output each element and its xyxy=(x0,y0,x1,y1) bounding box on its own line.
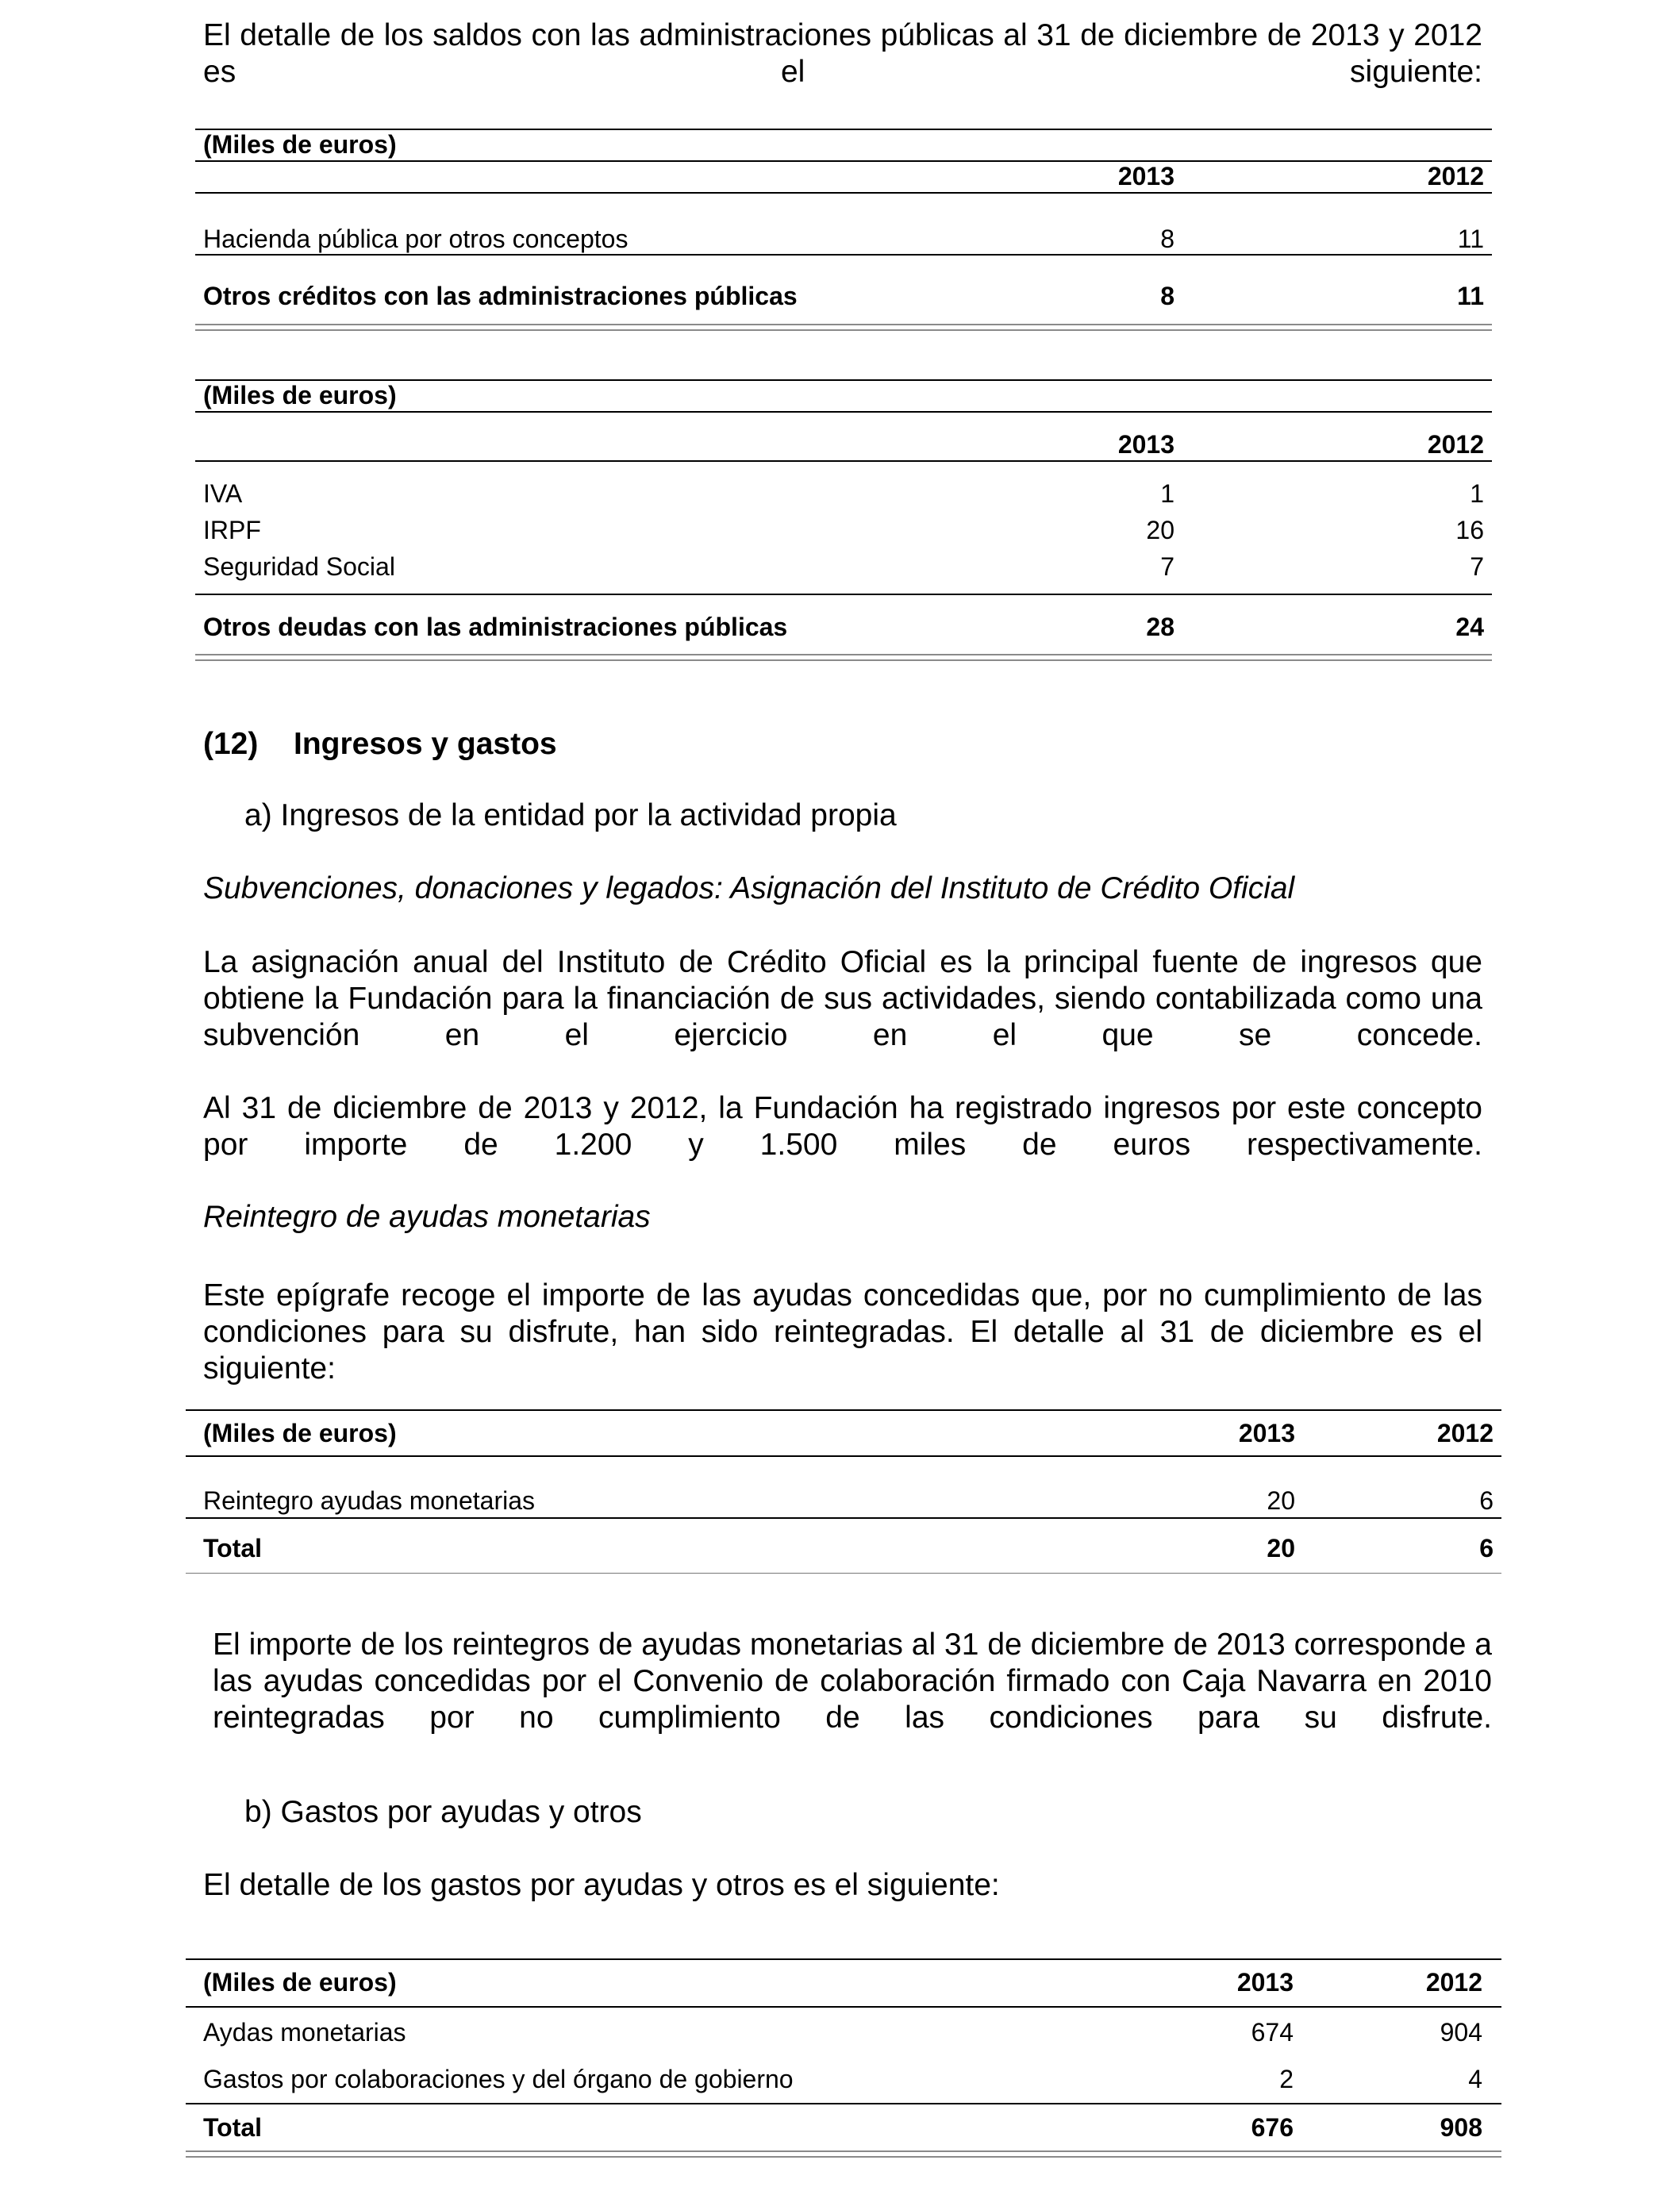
row-label: IVA xyxy=(203,479,243,508)
paragraph-asignacion: La asignación anual del Instituto de Crédito Oficial es la principal fuente de ingresos que obtiene la Fundación para la financiación de sus actividades, siendo contabilizada como una subvención en el ejercicio en el que se concede. xyxy=(203,945,1482,1052)
row-value-2012: 4 xyxy=(1468,2065,1482,2093)
table-double-rule xyxy=(195,654,1492,661)
total-value-2012: 6 xyxy=(1479,1534,1494,1562)
row-value-2012: 7 xyxy=(1470,552,1484,581)
total-value-2012: 11 xyxy=(1457,282,1484,310)
table-rule xyxy=(186,1573,1501,1574)
column-header-2013: 2013 xyxy=(1236,1968,1294,1997)
table-rule xyxy=(186,1409,1501,1411)
table-rule xyxy=(195,594,1492,595)
row-value-2012: 6 xyxy=(1479,1486,1494,1515)
table-rule xyxy=(186,1958,1501,1960)
table-unit-label: (Miles de euros) xyxy=(203,381,397,409)
row-label: Hacienda pública por otros conceptos xyxy=(203,225,629,253)
table-rule xyxy=(195,411,1492,413)
row-label: IRPF xyxy=(203,516,261,544)
row-label: Aydas monetarias xyxy=(203,2018,406,2047)
column-header-2012: 2012 xyxy=(1427,430,1484,459)
total-label: Total xyxy=(203,2113,263,2142)
column-header-2013: 2013 xyxy=(1238,1419,1295,1447)
subsection-b-title: b) Gastos por ayudas y otros xyxy=(244,1795,642,1829)
total-value-2013: 20 xyxy=(1267,1534,1295,1562)
row-value-2013: 20 xyxy=(1146,516,1174,544)
italic-heading-subvenciones: Subvenciones, donaciones y legados: Asignación del Instituto de Crédito Oficial xyxy=(203,871,1295,905)
row-value-2013: 2 xyxy=(1279,2065,1294,2093)
table-rule xyxy=(186,1517,1501,1519)
paragraph-epigrafe: Este epígrafe recoge el importe de las ayudas concedidas que, por no cumplimiento de las condiciones para su disfrute, han sido reintegradas. El detalle al 31 de diciembre es el siguiente: xyxy=(203,1278,1482,1386)
table-rule xyxy=(195,460,1492,462)
intro-paragraph: El detalle de los saldos con las administraciones públicas al 31 de diciembre de 2013 y 2012 es el siguiente: xyxy=(203,18,1482,89)
paragraph-gastos: El detalle de los gastos por ayudas y otros es el siguiente: xyxy=(203,1868,1000,1902)
total-label: Otros créditos con las administraciones públicas xyxy=(203,282,798,310)
table-rule xyxy=(195,254,1492,256)
table-unit-label: (Miles de euros) xyxy=(203,130,397,159)
table-double-rule xyxy=(186,2150,1501,2158)
total-value-2013: 8 xyxy=(1160,282,1174,310)
row-value-2013: 8 xyxy=(1160,225,1174,253)
row-value-2012: 904 xyxy=(1440,2018,1482,2047)
row-value-2012: 11 xyxy=(1457,225,1484,253)
total-value-2012: 908 xyxy=(1440,2113,1482,2142)
row-label: Gastos por colaboraciones y del órgano de gobierno xyxy=(203,2065,794,2093)
total-label: Otros deudas con las administraciones públicas xyxy=(203,613,788,641)
table-unit-label: (Miles de euros) xyxy=(203,1419,397,1447)
table-rule xyxy=(186,1455,1501,1457)
row-value-2013: 20 xyxy=(1267,1486,1295,1515)
column-header-2013: 2013 xyxy=(1117,430,1174,459)
table-rule xyxy=(195,160,1492,162)
subsection-a-title: a) Ingresos de la entidad por la actividad propia xyxy=(244,798,897,832)
column-header-2012: 2012 xyxy=(1427,162,1484,190)
table-rule xyxy=(195,192,1492,194)
total-value-2013: 676 xyxy=(1251,2113,1294,2142)
row-value-2012: 16 xyxy=(1455,516,1484,544)
row-value-2013: 7 xyxy=(1160,552,1174,581)
table-unit-label: (Miles de euros) xyxy=(203,1968,397,1997)
paragraph-reintegros: El importe de los reintegros de ayudas monetarias al 31 de diciembre de 2013 corresponde a las ayudas concedidas por el Convenio de colaboración firmado con Caja Navarra en 2010 reintegradas por no cumplimiento de las condiciones para su disfrute. xyxy=(213,1628,1492,1735)
total-value-2012: 24 xyxy=(1455,613,1484,641)
row-label: Reintegro ayudas monetarias xyxy=(203,1486,536,1515)
paragraph-ingresos: Al 31 de diciembre de 2013 y 2012, la Fundación ha registrado ingresos por este concepto por importe de 1.200 y 1.500 miles de euros respectivamente. xyxy=(203,1091,1482,1162)
table-rule xyxy=(186,2103,1501,2104)
column-header-2012: 2012 xyxy=(1425,1968,1482,1997)
row-value-2013: 1 xyxy=(1160,479,1174,508)
total-label: Total xyxy=(203,1534,263,1562)
section-title: Ingresos y gastos xyxy=(294,727,557,761)
row-label: Seguridad Social xyxy=(203,552,395,581)
total-value-2013: 28 xyxy=(1146,613,1174,641)
column-header-2013: 2013 xyxy=(1117,162,1174,190)
italic-heading-reintegro: Reintegro de ayudas monetarias xyxy=(203,1200,651,1234)
section-number: (12) xyxy=(203,727,259,761)
column-header-2012: 2012 xyxy=(1436,1419,1494,1447)
table-rule xyxy=(186,2006,1501,2008)
row-value-2012: 1 xyxy=(1470,479,1484,508)
row-value-2013: 674 xyxy=(1251,2018,1294,2047)
table-double-rule xyxy=(195,324,1492,331)
